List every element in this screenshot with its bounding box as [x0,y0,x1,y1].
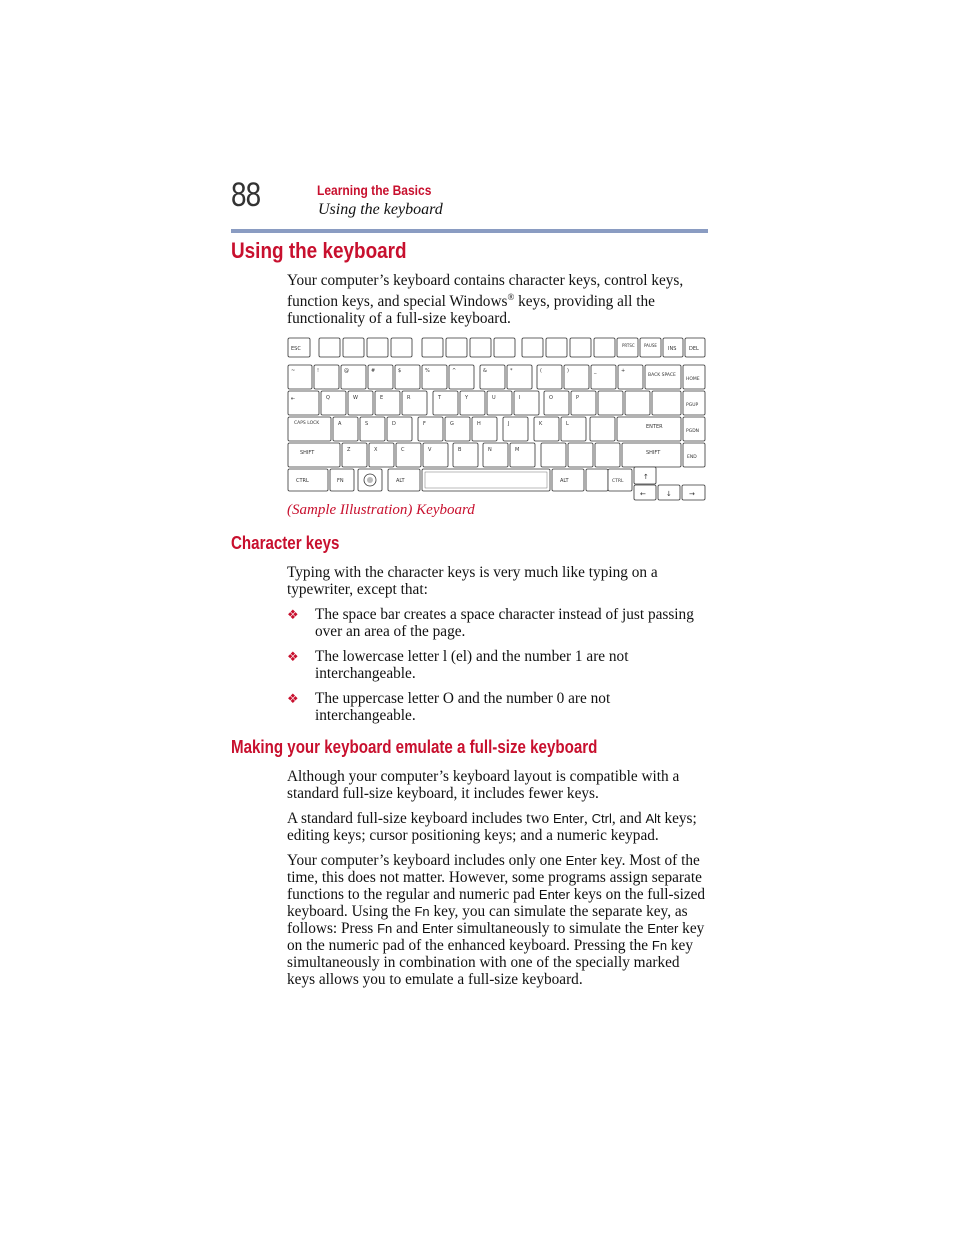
svg-text:G: G [450,421,454,427]
keyboard-illustration [286,336,706,504]
key-pgdn-label: PGDN [686,429,700,434]
svg-text:K: K [539,421,543,427]
svg-text:): ) [567,368,569,374]
key-f7 [470,338,491,357]
svg-text:W: W [353,395,358,401]
list-item [287,648,707,682]
key-alt-left-label: ALT [396,478,405,484]
page-title: Using the keyboard [231,238,407,263]
emulate-paragraph-3: Your computer’s keyboard includes only one Enter key. Most of the time, this does not matter. However, some programs assign separate functions to the regular and numeric pad Enter keys on the full-sized keyboard. Using the Fn key, you can simulate the separate key, as follows: Press Fn and Enter simultaneously to simulate the Enter key on the numeric pad of the enhanced keyboard. Pressing the Fn key simultaneously in combination with one of the specially marked keys allows you to emulate a full-size keyboard. [287,852,706,988]
section-subtitle: Using the keyboard [318,201,443,218]
key-shift-left-label: SHIFT [300,450,315,456]
key-f3 [367,338,388,357]
heading-emulate-keyboard: Making your keyboard emulate a full-size keyboard [231,737,598,757]
bullet-text: The uppercase letter O and the number 0 are not interchangeable. [315,690,611,724]
svg-text:!: ! [317,368,320,374]
emulate-paragraph-2: A standard full-size keyboard includes two Enter, Ctrl, and Alt keys; editing keys; cursor positioning keys; and a numeric keypad. [287,810,697,844]
svg-text:X: X [374,447,378,453]
list-item [287,690,707,724]
key-f1 [319,338,340,357]
intro-text-1: Your computer’s keyboard contains character keys, control keys, function keys, and special Windows [287,272,684,311]
svg-text:@: @ [344,368,349,374]
key-fn-label: FN [337,478,344,484]
svg-text:C: C [401,447,405,453]
svg-text:L: L [566,421,569,427]
arrow-left-icon: ← [640,490,646,498]
key-name-fn: Fn [414,904,430,919]
svg-text:Q: Q [326,395,330,401]
key-name-enter: Enter [565,853,597,868]
key-name-alt: Alt [645,811,661,826]
key-menu [586,469,608,491]
bullet-text: The lowercase letter l (el) and the number 1 are not interchangeable. [315,648,629,682]
bullet-text: The space bar creates a space character instead of just passing over an area of the page. [315,606,694,640]
svg-text:R: R [407,395,411,401]
character-keys-paragraph: Typing with the character keys is very much like typing on a typewriter, except that: [287,564,658,598]
key-pause-label: PAUSE [644,343,657,348]
heading-character-keys: Character keys [231,533,340,553]
svg-text:*: * [510,368,513,374]
svg-text:%: % [425,368,430,374]
key-f8 [494,338,515,357]
header-rule [231,229,708,233]
svg-text:E: E [380,395,384,401]
key-name-enter: Enter [552,811,585,826]
svg-text:F: F [423,421,426,427]
key-f5 [422,338,443,357]
key-f11 [570,338,591,357]
list-item [287,606,707,640]
key-name-enter: Enter [538,887,570,902]
key-name-ctrl: Ctrl [591,811,612,826]
svg-text:~: ~ [291,368,296,374]
svg-text:B: B [458,447,462,453]
key-name-fn: Fn [377,921,393,936]
key-name-enter: Enter [647,921,679,936]
key-f2 [343,338,364,357]
key-caps-label: CAPS LOCK [294,421,320,426]
key-name-fn: Fn [651,938,668,953]
key-backspace-label: BACK SPACE [648,373,676,378]
svg-text:O: O [549,395,553,401]
intro-text-2: keys, providing all the functionality of a full-size keyboard. [287,293,655,328]
svg-text:I: I [519,395,521,401]
svg-text:U: U [492,395,496,401]
diamond-bullet-icon: ❖ [287,607,299,622]
key-tab-label: ⇤ [291,396,296,402]
key-ctrl-left-label: CTRL [296,478,309,484]
svg-text:Z: Z [347,447,351,453]
arrow-up-icon: ↑ [643,473,649,481]
svg-text:V: V [428,447,432,453]
emulate-paragraph-1: Although your computer’s keyboard layout is compatible with a standard full-size keyboard, it includes fewer keys. [287,768,680,802]
key-shift-right-label: SHIFT [646,450,661,456]
svg-text:T: T [438,395,442,401]
svg-text:S: S [365,421,369,427]
key-f6 [446,338,467,357]
key-alt-right-label: ALT [560,478,569,484]
diamond-bullet-icon: ❖ [287,691,299,706]
registered-mark: ® [507,292,515,302]
svg-text:+: + [621,368,626,374]
key-del-label: DEL [689,346,699,352]
key-esc-label: ESC [291,346,301,352]
key-f12 [594,338,615,357]
diamond-bullet-icon: ❖ [287,649,299,664]
key-pgup-label: PGUP [686,403,699,408]
figure-caption: (Sample Illustration) Keyboard [287,502,475,518]
key-f9 [522,338,543,357]
svg-text:J: J [508,421,510,427]
svg-text:M: M [515,447,520,453]
key-ins-label: INS [668,346,677,352]
key-end-label: END [687,455,697,460]
svg-text:P: P [576,395,580,401]
key-enter-label: ENTER [646,424,663,430]
arrow-right-icon: → [689,490,695,498]
svg-text:^: ^ [452,368,457,374]
key-f4 [391,338,412,357]
key-tab [288,391,319,415]
svg-text:H: H [477,421,481,427]
key-f10 [546,338,567,357]
key-prtsc-label: PRTSC [622,343,635,348]
svg-text:$: $ [398,368,402,374]
key-name-enter: Enter [422,921,454,936]
key-space [422,469,550,491]
key-home-label: HOME [686,377,700,382]
svg-text:Y: Y [465,395,469,401]
intro-paragraph [287,272,707,327]
svg-text:N: N [488,447,492,453]
svg-text:D: D [392,421,396,427]
svg-text:#: # [371,368,376,374]
svg-text:_: _ [594,368,597,374]
svg-text:A: A [338,421,342,427]
svg-text:(: ( [540,368,542,374]
chapter-title: Learning the Basics [317,182,432,198]
key-ctrl-right-label: CTRL [612,479,624,484]
page-number: 88 [231,176,261,214]
arrow-down-icon: ↓ [666,490,672,498]
svg-text:&: & [483,368,487,374]
